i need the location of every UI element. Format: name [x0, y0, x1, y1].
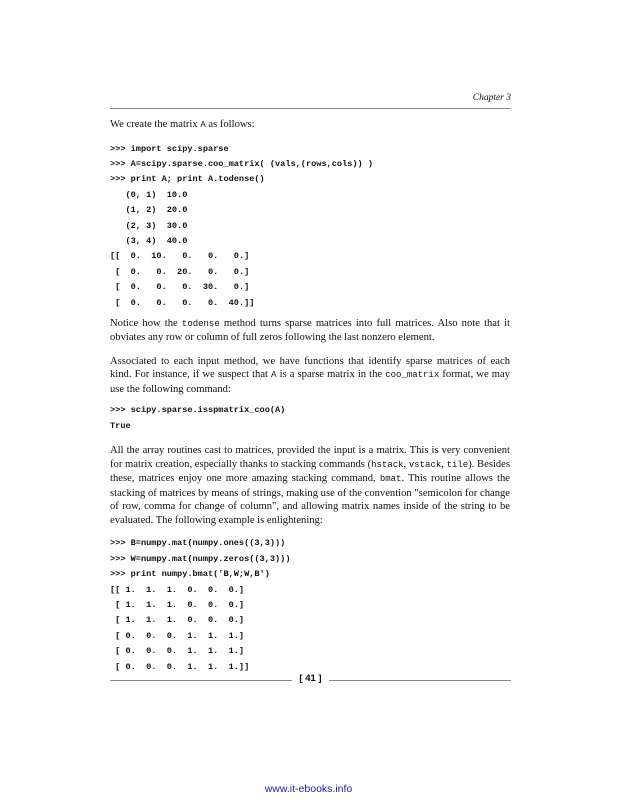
code-line: (0, 1) 10.0: [110, 189, 188, 200]
code-line: [ 0. 0. 0. 1. 1. 1.]]: [110, 661, 250, 672]
code-line: [[ 1. 1. 1. 0. 0. 0.]: [110, 584, 245, 595]
code-line: >>> import scipy.sparse: [110, 143, 229, 154]
todense-text-after: method turns sparse matrices into full matrices. Also note that it obviates any row or column of full zeros following the last nonzero element.: [110, 317, 510, 344]
page-footer: [110, 673, 511, 687]
bmat-text-3: ,: [441, 458, 447, 470]
todense-paragraph: [110, 317, 510, 345]
code-block-coo-matrix: [110, 142, 510, 311]
code-line: (3, 4) 40.0: [110, 235, 188, 246]
footer-rule-right: [329, 680, 511, 681]
isspmatrix-paragraph: [110, 355, 510, 397]
todense-code: todense: [181, 318, 220, 329]
code-block-bmat: [110, 536, 510, 675]
bmat-code-bmat: bmat: [379, 474, 402, 485]
intro-paragraph: [110, 118, 510, 133]
code-line: [ 0. 0. 0. 0. 40.]]: [110, 297, 255, 308]
code-line: >>> scipy.sparse.isspmatrix_coo(A): [110, 405, 286, 416]
bmat-code-vstack: vstack: [408, 459, 442, 470]
bmat-text-4: ). Besides these, matrices enjoy one more amazing stacking command,: [110, 458, 511, 485]
isspmatrix-code-a: A: [271, 370, 277, 381]
code-line: >>> print numpy.bmat('B,W;W,B'): [110, 569, 270, 580]
footer-rule-left: [110, 680, 292, 681]
code-line: [[ 0. 10. 0. 0. 0.]: [110, 251, 250, 262]
code-line: [ 1. 1. 1. 0. 0. 0.]: [110, 599, 245, 610]
source-link[interactable]: www.it-ebooks.info: [264, 783, 353, 795]
bmat-text-5: . This routine allows the stacking of matrices by means of strings, making use of the convention "semicolon for change of row, comma for change of column", and allowing matrix names inside of the string to be evaluated. The following example is enlightening:: [110, 473, 510, 526]
code-line: [ 1. 1. 1. 0. 0. 0.]: [110, 615, 245, 626]
bmat-text-1: All the array routines cast to matrices, provided the input is a matrix. This is very convenient for matrix creation, especially thanks to stacking commands (: [110, 445, 510, 470]
isspmatrix-text-3: format, we may use the following command:: [110, 369, 510, 395]
code-line: True: [110, 420, 131, 431]
chapter-label: Chapter 3: [472, 93, 511, 103]
todense-text-before: Notice how the: [110, 317, 182, 329]
page-number: [ 41 ]: [299, 673, 322, 684]
intro-text-after: as follows:: [205, 119, 255, 130]
running-header: [110, 92, 511, 109]
code-line: >>> B=numpy.mat(numpy.ones((3,3))): [110, 538, 286, 549]
code-line: (1, 2) 20.0: [110, 205, 188, 216]
isspmatrix-text-2: is a sparse matrix in the: [276, 369, 386, 381]
code-line: [ 0. 0. 20. 0. 0.]: [110, 266, 250, 277]
code-line: [ 0. 0. 0. 1. 1. 1.]: [110, 630, 245, 641]
code-line: (2, 3) 30.0: [110, 220, 188, 231]
code-line: >>> A=scipy.sparse.coo_matrix( (vals,(rows,cols)) ): [110, 158, 374, 169]
code-block-isspmatrix: [110, 403, 510, 434]
intro-text-before: We create the matrix: [110, 119, 201, 130]
bmat-code-hstack: hstack: [371, 459, 404, 470]
bmat-paragraph: [110, 444, 510, 527]
bmat-text-2: ,: [403, 458, 409, 470]
isspmatrix-code-coo: coo_matrix: [385, 370, 440, 381]
page-content: [110, 118, 510, 675]
intro-var: A: [200, 120, 206, 130]
code-line: [ 0. 0. 0. 30. 0.]: [110, 282, 250, 293]
isspmatrix-text-1: Associated to each input method, we have functions that identify sparse matrices of each kind. For instance, if we suspect that: [110, 355, 510, 381]
code-line: >>> W=numpy.mat(numpy.zeros((3,3))): [110, 553, 291, 564]
code-line: >>> print A; print A.todense(): [110, 174, 265, 185]
code-line: [ 0. 0. 0. 1. 1. 1.]: [110, 646, 245, 657]
bmat-code-tile: tile: [446, 459, 469, 470]
